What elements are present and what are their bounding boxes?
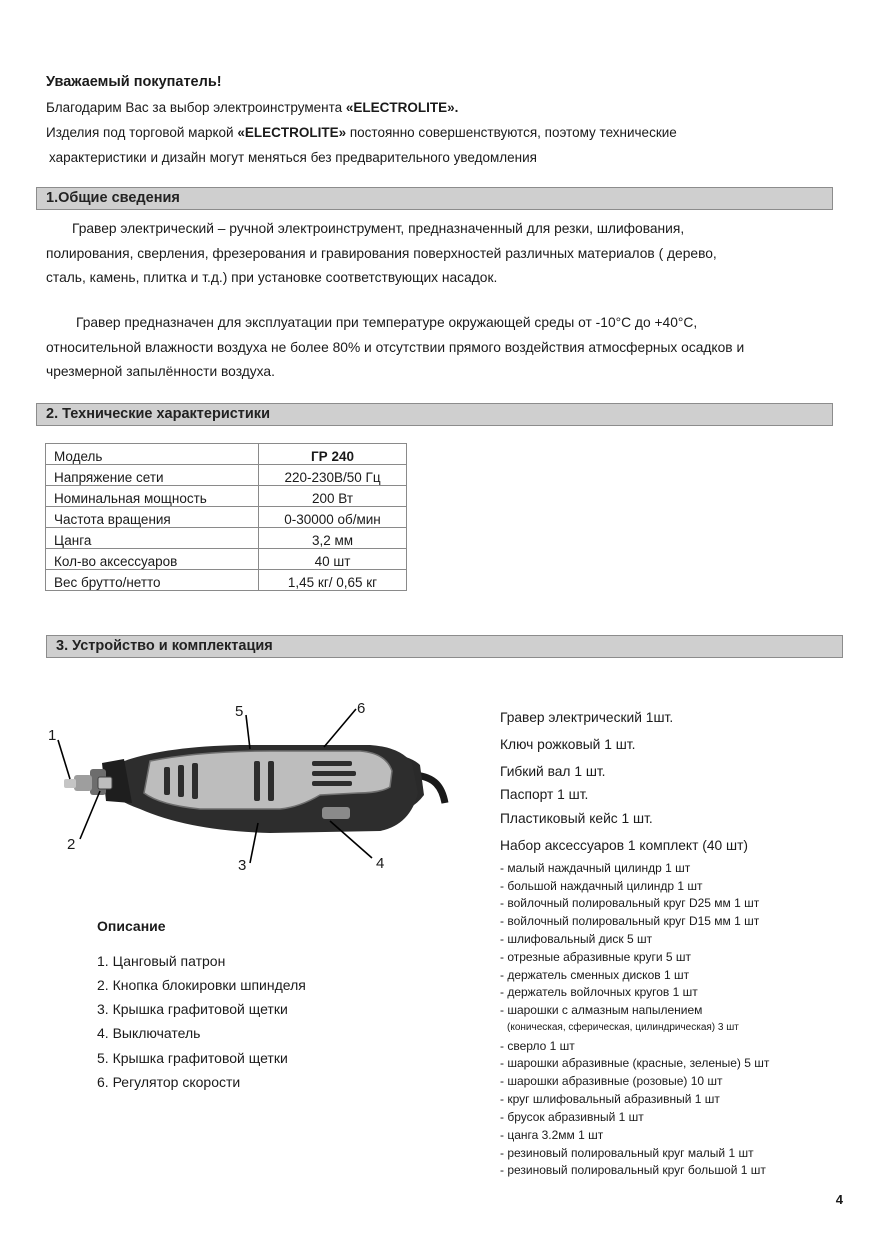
table-row: [46, 486, 407, 507]
intro-line-1: [46, 100, 458, 115]
section-1-para-2: [46, 311, 744, 385]
specs-table: [45, 443, 407, 591]
spec-label: Цанга: [46, 528, 259, 549]
kit-sub-item: - держатель войлочных кругов 1 шт: [500, 985, 698, 999]
callout-2: 2: [67, 836, 76, 853]
brand-name-2: «ELECTROLITE»: [237, 125, 347, 140]
spec-value: 0-30000 об/мин: [259, 507, 407, 528]
kit-sub-item: - держатель сменных дисков 1 шт: [500, 968, 690, 982]
section-2-header: 2. Технические характеристики: [36, 403, 833, 426]
kit-item: Гибкий вал 1 шт.: [500, 764, 606, 779]
kit-sub-item: - резиновый полировальный круг большой 1 шт: [500, 1163, 766, 1177]
list-item: 5. Крышка графитовой щетки: [97, 1050, 288, 1066]
kit-sub-item: - шарошки абразивные (красные, зеленые) 5 шт: [500, 1056, 770, 1070]
kit-sub-item: - войлочный полировальный круг D25 мм 1 шт: [500, 896, 760, 910]
spec-value: 3,2 мм: [259, 528, 407, 549]
kit-sub-item: - сверло 1 шт: [500, 1039, 575, 1053]
intro-line-3: характеристики и дизайн могут меняться без предварительного уведомления: [49, 150, 537, 165]
para-2-line-2: относительной влажности воздуха не более 80% и отсутствии прямого воздействия атмосферных осадков и: [46, 339, 745, 355]
intro-line-1-text: Благодарим Вас за выбор электроинструмента: [46, 100, 346, 115]
para-1-line-3: сталь, камень, плитка и т.д.) при установке соответствующих насадок.: [46, 270, 498, 285]
description-title: Описание: [97, 918, 166, 934]
kit-sub-item: - шлифовальный диск 5 шт: [500, 932, 653, 946]
kit-sub-item: - малый наждачный цилиндр 1 шт: [500, 861, 691, 875]
para-2-line-1: Гравер предназначен для эксплуатации при температуре окружающей среды от -10°С до +40°С,: [76, 315, 698, 330]
kit-sub-item: - круг шлифовальный абразивный 1 шт: [500, 1092, 720, 1106]
list-item: 4. Выключатель: [97, 1025, 201, 1041]
kit-sub-item: - брусок абразивный 1 шт: [500, 1110, 644, 1124]
para-1-line-2: полирования, сверления, фрезерования и гравирования поверхностей различных материалов ( дерево,: [46, 245, 717, 261]
greeting-title: Уважаемый покупатель!: [46, 74, 222, 90]
callout-6: 6: [357, 700, 366, 717]
page-number: 4: [835, 1192, 843, 1207]
callout-1: 1: [48, 727, 57, 744]
spec-label: Модель: [46, 444, 259, 465]
kit-sub-item: - шарошки абразивные (розовые) 10 шт: [500, 1074, 723, 1088]
kit-sub-item: - отрезные абразивные круги 5 шт: [500, 950, 692, 964]
callout-5: 5: [235, 703, 244, 720]
kit-sub-item: - большой наждачный цилиндр 1 шт: [500, 879, 703, 893]
section-1-para-1: [46, 217, 717, 291]
engraver-illustration: [40, 695, 460, 885]
para-1-line-1: Гравер электрический – ручной электроинструмент, предназначенный для резки, шлифования,: [72, 221, 685, 236]
intro-line-2-prefix: Изделия под торговой маркой: [46, 125, 238, 140]
kit-sub-item: - резиновый полировальный круг малый 1 шт: [500, 1146, 754, 1160]
table-row: [46, 549, 407, 570]
section-3-header: 3. Устройство и комплектация: [46, 635, 843, 658]
table-row: [46, 444, 407, 465]
kit-sub-item: - войлочный полировальный круг D15 мм 1 шт: [500, 914, 760, 928]
kit-sub-item: - цанга 3.2мм 1 шт: [500, 1128, 604, 1142]
spec-label: Кол-во аксессуаров: [46, 549, 259, 570]
list-item: 3. Крышка графитовой щетки: [97, 1001, 288, 1017]
table-row: [46, 528, 407, 549]
callout-4: 4: [376, 855, 385, 872]
list-item: 6. Регулятор скорости: [97, 1074, 241, 1090]
kit-item: Пластиковый кейс 1 шт.: [500, 811, 653, 826]
spec-value: 40 шт: [259, 549, 407, 570]
spec-value: 1,45 кг/ 0,65 кг: [259, 570, 407, 591]
spec-label: Вес брутто/нетто: [46, 570, 259, 591]
table-row: [46, 507, 407, 528]
intro-line-2: [46, 125, 677, 140]
kit-item: Ключ рожковый 1 шт.: [500, 737, 636, 752]
spec-label: Частота вращения: [46, 507, 259, 528]
spec-value: ГР 240: [259, 444, 407, 465]
list-item: 1. Цанговый патрон: [97, 953, 226, 969]
spec-value: 220-230В/50 Гц: [259, 465, 407, 486]
para-2-line-3: чрезмерной запылённости воздуха.: [46, 364, 275, 379]
section-1-header: 1.Общие сведения: [36, 187, 833, 210]
table-row: [46, 465, 407, 486]
kit-sub-item: (коническая, сферическая, цилиндрическая) 3 шт: [507, 1022, 739, 1033]
table-row: [46, 570, 407, 591]
spec-label: Напряжение сети: [46, 465, 259, 486]
spec-label: Номинальная мощность: [46, 486, 259, 507]
spec-value: 200 Вт: [259, 486, 407, 507]
kit-item: Паспорт 1 шт.: [500, 787, 589, 802]
kit-sub-item: - шарошки с алмазным напылением: [500, 1003, 703, 1017]
kit-item: Набор аксессуаров 1 комплект (40 шт): [500, 838, 749, 853]
intro-line-2-suffix: постоянно совершенствуются, поэтому технические: [346, 125, 677, 140]
kit-item: Гравер электрический 1шт.: [500, 710, 674, 725]
list-item: 2. Кнопка блокировки шпинделя: [97, 977, 306, 993]
brand-name: «ELECTROLITE».: [345, 100, 459, 115]
callout-3: 3: [238, 857, 247, 874]
